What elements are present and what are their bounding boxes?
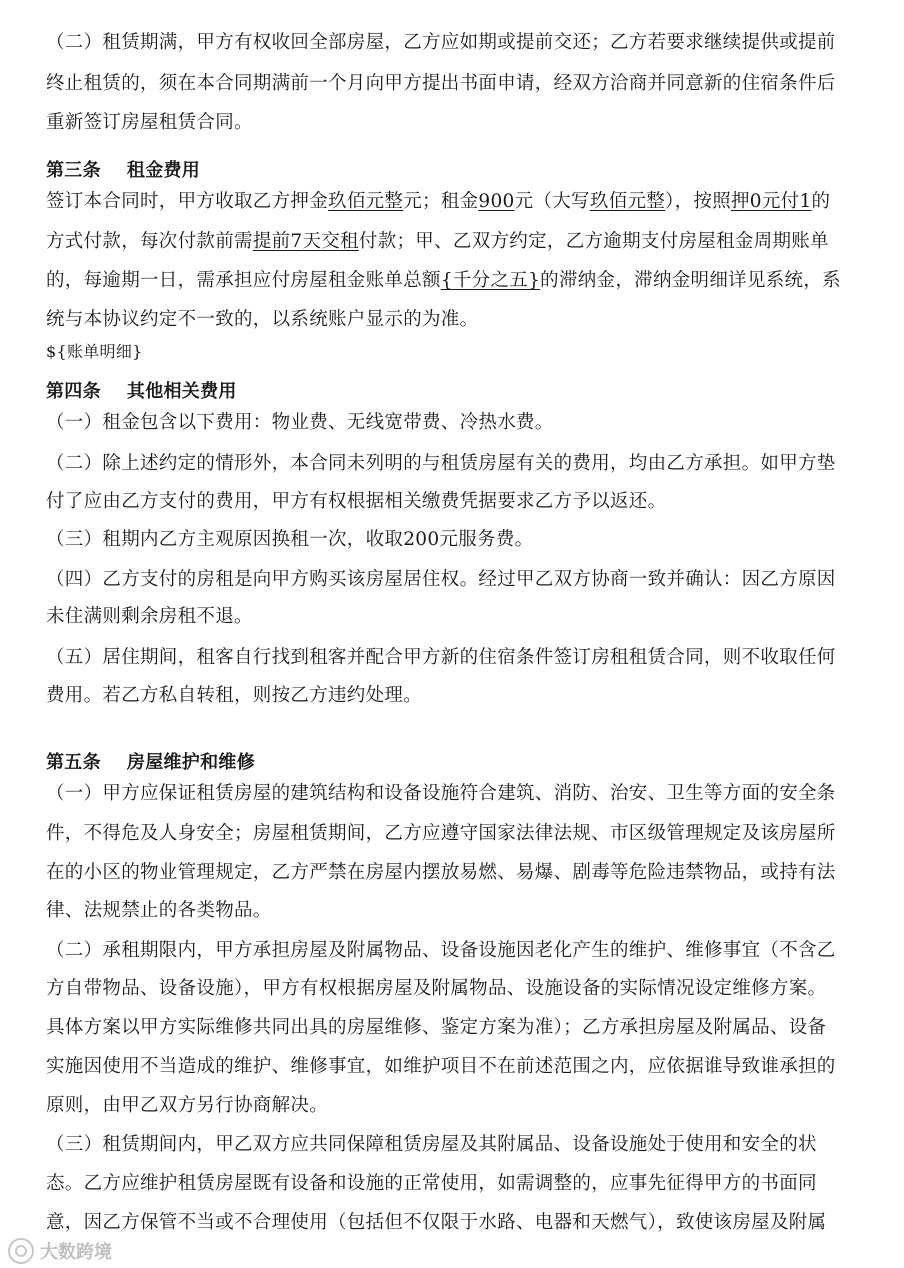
text: 付款；甲、乙双方约定，乙方逾期支付房屋租金周期账单 [358, 231, 829, 252]
article-5-line: 方自带物品、设备设施），甲方有权根据房屋及附属物品、设施设备的实际情况设定维修方案。 [46, 978, 827, 999]
bill-detail-placeholder: ${账单明细} [46, 342, 143, 361]
article-3-title: 租金费用 [126, 160, 201, 181]
article-4-line: 未住满则剩余房租不退。 [46, 606, 253, 627]
text: ），按照 [665, 191, 731, 212]
text: 的 [811, 191, 831, 212]
article-3-line-2 [46, 229, 829, 255]
article-4-line: （五）居住期间，租客自行找到租客并配合甲方新的住宿条件签订房租租赁合同，则不收取任何 [46, 647, 836, 668]
watermark [8, 1238, 112, 1264]
article-5-line: 意，因乙方保管不当或不合理使用（包括但不仅限于水路、电器和天燃气），致使该房屋及附属 [46, 1212, 827, 1233]
article-5-line: 在的小区的物业管理规定，乙方严禁在房屋内摆放易燃、易爆、剧毒等危险违禁物品，或持有法 [46, 862, 836, 883]
payment-mode: 押0元付1 [731, 191, 812, 212]
article-4-line: （三）租期内乙方主观原因换租一次，收取200元服务费。 [46, 529, 534, 550]
article-5-line: （二）承租期限内，甲方承担房屋及附属物品、设备设施因老化产生的维护、维修事宜（不含乙 [46, 940, 836, 961]
article-4-line: 费用。若乙方私自转租，则按乙方违约处理。 [46, 685, 423, 706]
text: 的滞纳金，滞纳金明细详见系统，系 [540, 270, 841, 291]
article-4-title: 其他相关费用 [126, 381, 237, 402]
article-5-title: 房屋维护和维修 [126, 752, 256, 773]
article-4-number: 第四条 [46, 381, 101, 402]
text: 签订本合同时，甲方收取乙方押金 [46, 191, 329, 212]
rent-amount: 900 [478, 191, 515, 212]
late-fee-rate: {千分之五} [440, 270, 541, 291]
article-3-line-3 [46, 268, 841, 294]
deposit-amount: 玖佰元整 [328, 191, 404, 212]
article-5-line: 原则，由甲乙双方另行协商解决。 [46, 1095, 329, 1116]
lease-end-line-2: 终止租赁的，须在本合同期满前一个月向甲方提出书面申请，经双方洽商并同意新的住宿条件后 [46, 73, 836, 94]
article-4-line: （一）租金包含以下费用：物业费、无线宽带费、冷热水费。 [46, 412, 554, 433]
rent-amount-caps: 玖佰元整 [589, 191, 666, 212]
article-3-number: 第三条 [46, 160, 101, 181]
article-3-line-1 [46, 189, 830, 215]
text: 元；租金 [403, 191, 479, 212]
article-4-line: 付了应由乙方支付的费用，甲方有权根据相关缴费凭据要求乙方予以返还。 [46, 491, 667, 512]
article-5-line: （一）甲方应保证租赁房屋的建筑结构和设备设施符合建筑、消防、治安、卫生等方面的安全条 [46, 783, 836, 804]
article-4-line: （二）除上述约定的情形外，本合同未列明的与租赁房屋有关的费用，均由乙方承担。如甲方垫 [46, 453, 836, 474]
article-5-line: 具体方案以甲方实际维修共同出具的房屋维修、鉴定方案为准）；乙方承担房屋及附属品、设备 [46, 1017, 827, 1038]
text: 元（大写 [514, 191, 590, 212]
text: 方式付款，每次付款前需 [46, 231, 253, 252]
text: 的，每逾期一日，需承担应付房屋租金账单总额 [46, 270, 441, 291]
watermark-logo-icon [8, 1238, 34, 1264]
lease-end-line-1: （二）租赁期满，甲方有权收回全部房屋，乙方应如期或提前交还；乙方若要求继续提供或提前 [46, 32, 836, 53]
article-5-line: 实施因使用不当造成的维护、维修事宜，如维护项目不在前述范围之内，应依据谁导致谁承担的 [46, 1056, 836, 1077]
advance-payment: 提前7天交租 [252, 231, 359, 252]
watermark-text: 大数跨境 [40, 1242, 112, 1263]
article-3-heading [46, 158, 200, 184]
article-5-line: 律、法规禁止的各类物品。 [46, 900, 272, 921]
lease-end-line-3: 重新签订房屋租赁合同。 [46, 112, 253, 133]
article-4-line: （四）乙方支付的房租是向甲方购买该房屋居住权。经过甲乙双方协商一致并确认：因乙方原因 [46, 569, 836, 590]
article-5-number: 第五条 [46, 752, 101, 773]
article-5-line: （三）租赁期间内，甲乙双方应共同保障租赁房屋及其附属品、设备设施处于使用和安全的状 [46, 1134, 817, 1155]
article-4-heading [46, 379, 237, 405]
article-5-heading [46, 750, 255, 776]
article-5-line: 件，不得危及人身安全；房屋租赁期间，乙方应遵守国家法律法规、市区级管理规定及该房屋所 [46, 823, 836, 844]
article-3-line-4: 统与本协议约定不一致的，以系统账户显示的为准。 [46, 309, 479, 330]
article-5-line: 态。乙方应维护租赁房屋既有设备和设施的正常使用，如需调整的，应事先征得甲方的书面同 [46, 1173, 817, 1194]
